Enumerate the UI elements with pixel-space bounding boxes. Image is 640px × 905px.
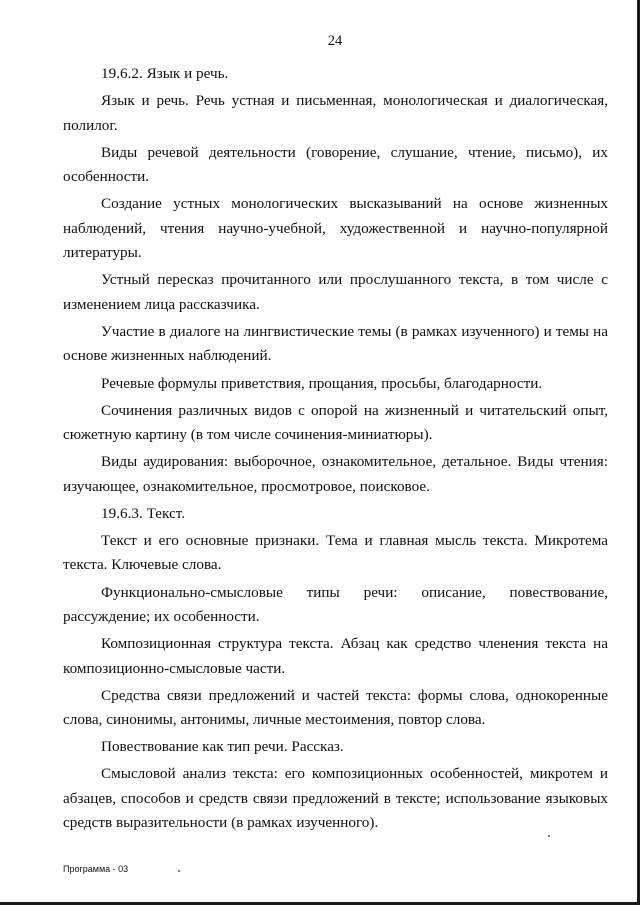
scan-speck (178, 870, 180, 872)
paragraph: Средства связи предложений и частей текста: формы слова, однокоренные слова, синонимы, антонимы, личные местоимения, повтор слова. (63, 686, 608, 729)
paragraph: Повествование как тип речи. Рассказ. (101, 738, 344, 756)
paragraph: Композиционная структура текста. Абзац как средство членения текста на композиционно-смысловые части. (63, 635, 608, 677)
paragraph: Текст и его основные признаки. Тема и главная мысль текста. Микротема текста. Ключевые слова. (63, 531, 608, 574)
paragraph: Функционально-смысловые типы речи: описание, повествование, рассуждение; их особенности. (63, 583, 608, 626)
paragraph: Речевые формулы приветствия, прощания, просьбы, благодарности. (101, 374, 543, 392)
document-body (63, 62, 608, 839)
section-heading-text: 19.6.3. Текст. (101, 504, 186, 522)
paragraph: Язык и речь. Речь устная и письменная, монологическая и диалогическая, полилог. (63, 92, 608, 134)
scan-speck (548, 835, 550, 837)
paragraph: Сочинения различных видов с опорой на жизненный и читательский опыт, сюжетную картину (в том числе сочинения-миниатюры). (63, 401, 608, 444)
paragraph: Виды речевой деятельности (говорение, слушание, чтение, письмо), их особенности. (63, 143, 608, 186)
paragraph: Виды аудирования: выборочное, ознакомительное, детальное. Виды чтения: изучающее, ознакомительное, просмотровое, поисковое. (63, 453, 608, 495)
section-heading-language-speech: 19.6.2. Язык и речь. (101, 65, 229, 82)
page-number: 24 (327, 33, 343, 49)
paragraph: Смысловой анализ текста: его композиционных особенностей, микротем и абзацев, способов и средств связи предложений в тексте; использование языковых средств выразительности (в рамках изученного). (63, 765, 608, 832)
paragraph: Создание устных монологических высказываний на основе жизненных наблюдений, чтения научно-учебной, художественной и научно-популярной литературы. (63, 195, 608, 262)
page-footer: Программа - 03 (63, 864, 129, 874)
paragraph: Участие в диалоге на лингвистические темы (в рамках изученного) и темы на основе жизненных наблюдений. (63, 322, 608, 365)
paragraph: Устный пересказ прочитанного или прослушанного текста, в том числе с изменением лица рассказчика. (63, 271, 608, 313)
